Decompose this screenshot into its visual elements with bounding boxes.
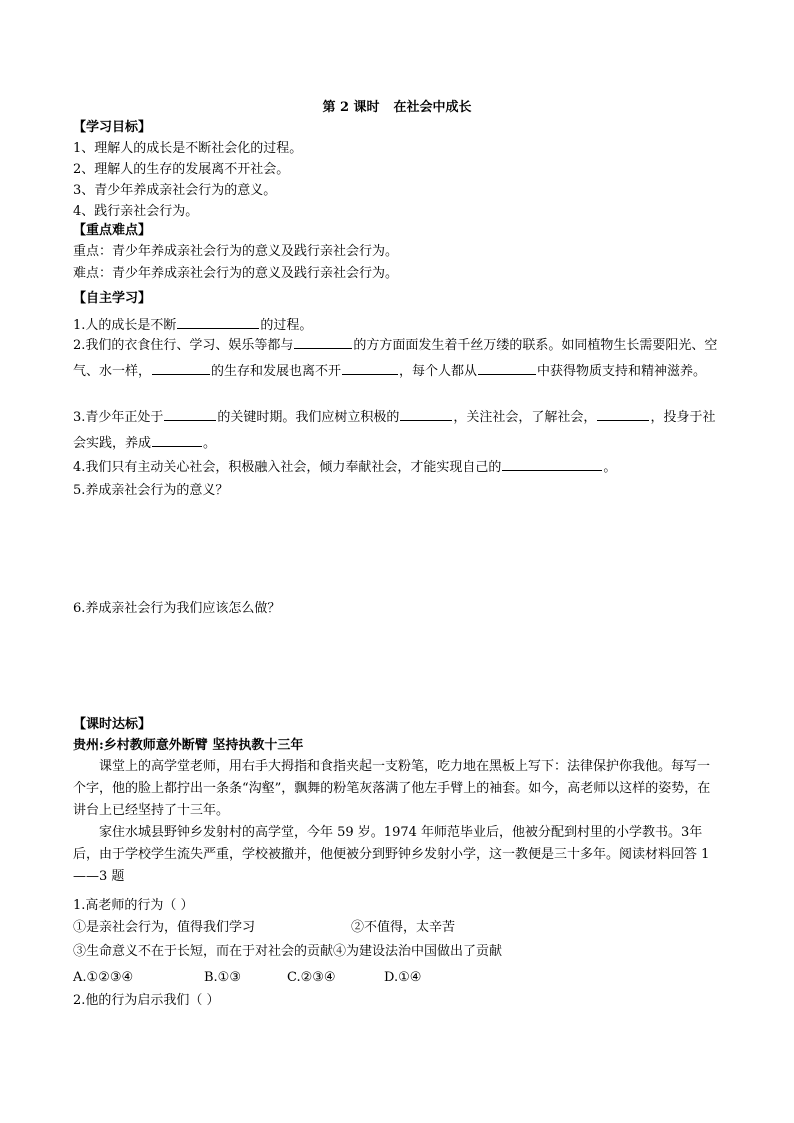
page-title [0, 99, 794, 117]
news-paragraph-1: 课堂上的高学堂老师，用右手大拇指和食指夹起一支粉笔，吃力地在黑板上写下：法律保护你我他。每写一个字，他的脸上都拧出一条条“沟壑”，飘舞的粉笔灰落满了他左手臂上的袖套。如今，高老师以这样的姿势，在讲台上已经坚持了十三年。 [73, 759, 711, 818]
question-2: 2.我们的衣食住行、学习、娱乐等都与 的方方面面发生着千丝万缕的联系。如同植物生长需要阳光、空气、水一样， 的生存和发展也离不开 ，每个人都从 中获得物质支持和精神滋养。 [73, 333, 725, 385]
key-difficulty: 难点：青少年养成亲社会行为的意义及践行亲社会行为。 [73, 266, 399, 281]
news-title: 贵州:乡村教师意外断臂 坚持执教十三年 [73, 738, 304, 753]
self-study-heading: 【自主学习】 [73, 291, 152, 306]
fill-blank[interactable] [342, 361, 398, 375]
fill-blank[interactable] [502, 457, 602, 471]
lesson-number: 第 2 课时 [322, 100, 380, 115]
fill-blank[interactable] [152, 361, 210, 375]
fill-blank[interactable] [400, 407, 452, 421]
goal-item: 2、理解人的生存的发展离不开社会。 [73, 162, 290, 177]
mc-question-1-options-row: ③生命意义不在于长短，而在于对社会的贡献④为建设法治中国做出了贡献 [73, 944, 503, 959]
fill-blank[interactable] [152, 433, 202, 447]
choice-d[interactable]: D.①④ [384, 970, 422, 985]
mc-question-1-stem: 1.高老师的行为（ ） [73, 898, 194, 913]
mc-question-1-options-row [73, 919, 455, 937]
question-4: 4.我们只有主动关心社会，积极融入社会，倾力奉献社会，才能实现自己的 。 [73, 457, 616, 477]
fill-blank[interactable] [177, 315, 259, 329]
mc-question-1-choices [73, 969, 421, 987]
lesson-topic: 在社会中成长 [393, 100, 472, 115]
choice-a[interactable]: A.①②③④ [73, 970, 134, 985]
fill-blank[interactable] [294, 335, 352, 349]
fill-blank[interactable] [164, 407, 216, 421]
news-paragraph-2: 家住水城县野钟乡发射村的高学堂，今年 59 岁。1974 年师范毕业后，他被分配到村里的小学教书。3年后，由于学校学生流失严重，学校被撤并，他便被分到野钟乡发射小学，这一教便是三十多年。阅读材料回答 1——3 题 [73, 825, 710, 884]
key-focus: 重点：青少年养成亲社会行为的意义及践行亲社会行为。 [73, 244, 399, 259]
goal-item: 3、青少年养成亲社会行为的意义。 [73, 183, 277, 198]
goal-item: 4、践行亲社会行为。 [73, 204, 199, 219]
key-heading: 【重点难点】 [73, 223, 152, 238]
fill-blank[interactable] [478, 361, 536, 375]
question-3: 3.青少年正处于 的关键时期。我们应树立积极的 ，关注社会，了解社会， ，投身于社会实践，养成 。 [73, 405, 725, 457]
question-5: 5.养成亲社会行为的意义？ [73, 483, 229, 498]
choice-b[interactable]: B.①③ [204, 970, 241, 985]
question-1: 1.人的成长是不断 的过程。 [73, 315, 312, 335]
practice-heading: 【课时达标】 [73, 717, 152, 732]
mc-option: ②不值得，太辛苦 [351, 920, 456, 935]
fill-blank[interactable] [597, 407, 649, 421]
mc-question-2-stem: 2.他的行为启示我们（ ） [73, 993, 220, 1008]
goal-item: 1、理解人的成长是不断社会化的过程。 [73, 141, 303, 156]
question-6: 6.养成亲社会行为我们应该怎么做？ [73, 601, 281, 616]
choice-c[interactable]: C.②③④ [287, 970, 336, 985]
mc-option: ①是亲社会行为，值得我们学习 [73, 920, 256, 935]
goals-heading: 【学习目标】 [73, 120, 152, 135]
